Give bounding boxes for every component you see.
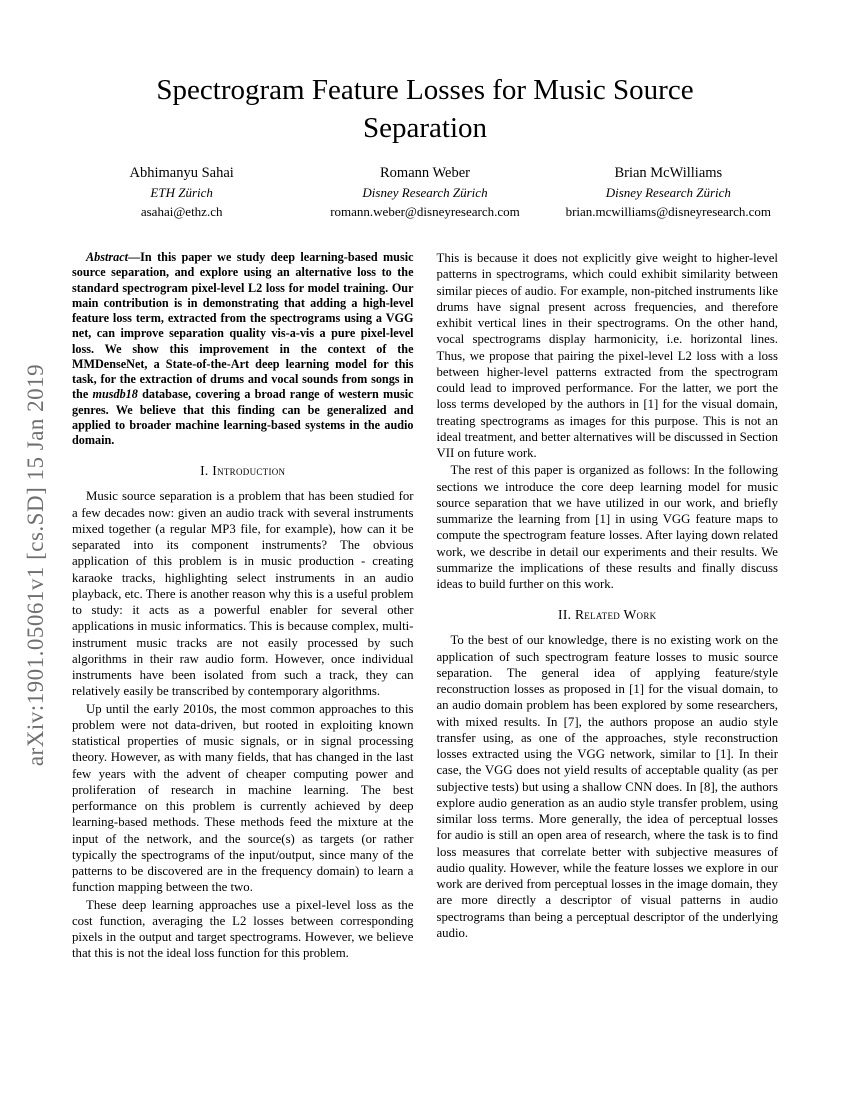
author-email: romann.weber@disneyresearch.com	[330, 203, 520, 219]
arxiv-watermark: arXiv:1901.05061v1 [cs.SD] 15 Jan 2019	[23, 363, 48, 767]
abstract	[72, 250, 414, 448]
right-column	[437, 250, 779, 962]
paragraph: Music source separation is a problem that has been studied for a few decades now: given an audio track with several instruments mixed together (a regular MP3 file, for example), how can it be separated into its component instruments? The obvious application of this problem is in music production - creating karaoke tracks, highlighting select instruments in an audio playback, etc. There is another reason why this is a useful problem to study: it acts as a powerful enabler for several other applications in music informatics. This is because complex, multi-instrument music tracks are not easily processed by such algorithms in their raw audio form. However, once individual instruments have been isolated from such a track, they can relatively easily be transcribed by contemporary algorithms.	[72, 489, 414, 699]
paragraph: These deep learning approaches use a pixel-level loss as the cost function, averaging the L2 losses between corresponding pixels in the output and target spectrograms. However, we believe that this is not the ideal loss function for this problem.	[72, 897, 414, 961]
author-row	[60, 163, 790, 222]
section-heading-related-work: II. Related Work	[558, 607, 657, 623]
author-affiliation: ETH Zürich	[150, 185, 213, 201]
author-block-3	[547, 163, 790, 222]
paragraph: The rest of this paper is organized as follows: In the following sections we introduce the core deep learning model for music source separation that we have utilized in our work, and briefly summarize the learning from [1] in using VGG feature maps to compute the spectrogram feature losses. After laying down related work, we describe in detail our experiments and their results. We summarize the implications of these results and finally discuss ideas to build further on this work.	[436, 463, 778, 591]
author-name: Abhimanyu Sahai	[129, 165, 234, 181]
author-block-1	[60, 163, 303, 222]
abstract-label: Abstract—	[86, 250, 141, 264]
author-affiliation: Disney Research Zürich	[605, 185, 731, 201]
author-email: brian.mcwilliams@disneyresearch.com	[565, 203, 772, 219]
section-heading-introduction: I. Introduction	[200, 463, 286, 479]
abstract-emphasis: musdb18	[92, 387, 138, 402]
abstract-text-2: database, covering a broad range of western music genres. We believe that this finding can be generalized and applied to broader machine learning-based systems in the audio domain.	[72, 387, 414, 447]
paragraph: This is because it does not explicitly give weight to higher-level patterns in spectrograms, which could exhibit similarity between similar pieces of audio. For example, non-pitched instruments like drums have signal present across frequencies, and therefore exhibit vertical lines in their spectrograms. On the other hand, vocal spectrograms display harmonicity, i.e. horizontal lines. Thus, we propose that pairing the pixel-level L2 loss with a loss between higher-level patterns extracted from the spectrogram could lead to improved performance. For the latter, we port the loss terms developed by the authors in [1] for the visual domain, treating spectrograms as images for this purpose. This is not an ideal treatment, and better alternatives will be discussed in Section VII on future work.	[436, 251, 778, 460]
body-columns	[72, 250, 778, 962]
left-column	[72, 250, 414, 962]
abstract-text-1: In this paper we study deep learning-based music source separation, and explore using an alternative loss to the standard spectrogram pixel-level L2 loss for model training. Our main contribution is in demonstrating that adding a high-level feature loss term, extracted from the spectrograms using a VGG net, can improve separation quality vis-a-vis a pure pixel-level loss. We show this improvement in the context of the MMDenseNet, a State-of-the-Art deep learning model for this task, for the extraction of drums and vocal sounds from songs in the	[72, 250, 414, 402]
paragraph: Up until the early 2010s, the most common approaches to this problem were not data-driven, but rooted in exploiting known statistical properties of music signals, or in signal processing theory. However, as with many fields, that has changed in the last few years with the advent of cheaper computing power and proliferation of research in machine learning. The best performance on this problem is currently achieved by deep learning-based methods. These methods feed the mixture at the input of the network, and the source(s) as targets (or rather typically the spectrograms of the input/output, since many of the patterns to be discovered are in the frequency domain) to learn a function mapping between the two.	[72, 701, 414, 895]
author-name: Brian McWilliams	[614, 165, 723, 181]
author-name: Romann Weber	[380, 165, 470, 181]
paper-title: Spectrogram Feature Losses for Music Source Separation	[156, 74, 694, 144]
paragraph: To the best of our knowledge, there is no existing work on the application of such spectrogram feature losses to music source separation. The general idea of applying feature/style reconstruction losses as proposed in [1] for the visual domain, to an audio domain problem has been explored by some researchers, with mixed results. In [7], the authors propose an audio style transfer using, as one of the approaches, style reconstruction losses extracted using the VGG network, similar to [1]. In their case, the VGG does not yield results of acceptable quality (as per subjective tests) but using a shallow CNN does. In [8], the authors explore audio generation as an audio style transfer problem, using similar loss terms. More generally, the idea of perceptual losses for audio is still an open area of research, where the task is to find loss measures that correlate better with subjective measures of audio quality. However, while the feature losses we explore in our work are derived from perceptual losses in the image domain, they are more directly a descriptor of visual patterns in audio spectrograms than being a perceptual descriptor of the underlying audio.	[436, 633, 778, 940]
author-block-2	[303, 163, 546, 222]
author-email: asahai@ethz.ch	[140, 203, 223, 219]
author-affiliation: Disney Research Zürich	[362, 185, 488, 201]
